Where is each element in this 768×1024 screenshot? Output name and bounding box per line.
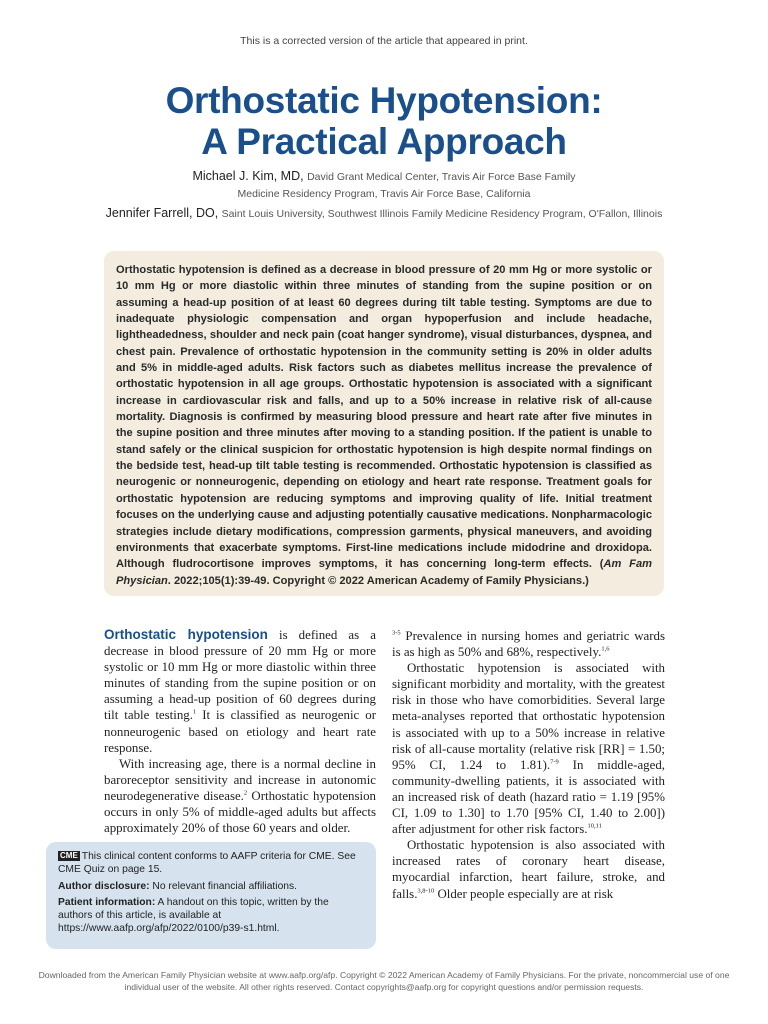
paragraph-4-text-cont: Older people especially are at risk [434,886,614,901]
author-1 [0,169,768,183]
paragraph-2-text-end: Prevalence in nursing homes and geriatric wards is as high as 50% and 68%, respectively. [392,629,665,660]
correction-notice: This is a corrected version of the article that appeared in print. [240,35,528,47]
paragraph-2-text-cont: Orthostatic hypotension occurs in only 5% of middle-aged adults but affects approximately 20% of those 60 years and older. [104,788,376,836]
reference[interactable]: 1 [192,709,197,717]
abstract-citation: . 2022;105(1):39-49. Copyright © 2022 American Academy of Family Physicians.) [167,574,589,587]
abstract-body: Orthostatic hypotension is defined as a decrease in blood pressure of 20 mm Hg or more systolic or 10 mm Hg or more diastolic within three minutes of standing from the supine position or on assuming a head-up position of at least 60 degrees during tilt table testing. Symptoms are due to inadequate physiologic compensation and organ hypoperfusion and include headache, lightheadedness, shoulder and neck pain (coat hanger syndrome), visual disturbances, dyspnea, and chest pain. Prevalence of orthostatic hypotension in the community setting is 20% in older adults and 5% in middle-aged adults. Risk factors such as diabetes mellitus increase the prevalence of orthostatic hypotension in all age groups. Orthostatic hypotension is associated with a significant increase in cardiovascular risk and falls, and up to a 50% increase in relative risk of all-cause mortality. Diagnosis is confirmed by measuring blood pressure and heart rate after five minutes in the supine position and three minutes after moving to a standing position. If the patient is unable to stand safely or the clinical suspicion for orthostatic hypotension is high despite normal findings on the bedside test, head-up tilt table testing is recommended. Orthostatic hypotension is classified as neurogenic or nonneurogenic, depending on etiology and heart rate response. Treatment goals for orthostatic hypotension are reducing symptoms and improving quality of life. Initial treatment focuses on the underlying cause and adjusting potentially causative medications. Nonpharmacologic strategies include dietary modifications, compression garments, physical maneuvers, and avoiding environments that exacerbate symptoms. First-line medications include midodrine and droxidopa. Although fludrocortisone improves symptoms, it has concerning long-term effects. ( [116,264,652,571]
patient-info-label: Patient information: [58,896,156,908]
disclosure-label: Author disclosure: [58,880,150,892]
abstract-text [116,262,652,589]
cme-statement [58,850,364,877]
paragraph-1-text-cont: It is classified as neurogenic or nonneurogenic based on etiology and heart rate response. [104,708,377,755]
copyright-footer: Downloaded from the American Family Physician website at www.aafp.org/afp. Copyright © 2022 American Academy of Family Physicians. For the private, noncommercial use of one individual user of the website. All other rights reserved. Contact copyrights@aafp.org for copyright questions and/or permission requests. [38,970,730,992]
paragraph-4 [392,837,665,901]
disclosure-text: No relevant financial affiliations. [149,880,298,892]
article-title [0,80,768,162]
patient-info-text[interactable]: A handout on this topic, written by the authors of this article, is available at https://www.aafp.org/afp/2022/0100/p39-s1.html. [58,896,329,935]
author-disclosure [58,880,364,893]
title-line-1: Orthostatic Hypotension: [165,80,603,121]
paragraph-3-text: Orthostatic hypotension is associated with significant morbidity and mortality, with the greatest risk in those who have comorbidities. Several large meta-analyses reported that orthostatic hypotension is associated with up to a 50% increase in relative risk of all-cause mortality (relative risk [RR] = 1.50; 95% CI, 1.24 to 1.81). [392,661,665,772]
author-1-affiliation-cont: Medicine Residency Program, Travis Air Force Base, California [237,188,531,200]
paragraph-1-text: is defined as a decrease in blood pressure of 20 mm Hg or more systolic or 10 mm Hg or more diastolic within three minutes of standing from the supine position or on assuming a head-up position of 60 degrees during tilt table testing. [104,628,376,723]
body-column-2 [392,628,665,902]
author-2-name: Jennifer Farrell, DO, [105,206,219,220]
paragraph-1 [104,627,376,756]
paragraph-2 [104,756,376,836]
paragraph-2-continued [392,628,665,660]
paragraph-4-text: Orthostatic hypotension is also associated with increased rates of coronary heart disease, myocardial infarction, heart failure, stroke, and falls. [392,838,665,901]
reference[interactable]: 3,8-10 [417,887,435,895]
reference[interactable]: 2 [243,789,248,797]
patient-information [58,896,364,936]
author-2-affiliation: Saint Louis University, Southwest Illinois Family Medicine Residency Program, O'Fallon, Illinois [221,208,663,220]
abstract-box [104,251,664,596]
reference[interactable]: 7-9 [550,758,559,766]
lead-term: Orthostatic hypotension [104,627,268,642]
paragraph-3 [392,660,665,837]
paragraph-3-text-cont: In middle-aged, community-dwelling patients, it is associated with an increased risk of death (hazard ratio = 1.19 [95% CI, 1.09 to 1.30] to 1.70 [95% CI, 1.40 to 2.00]) after adjustment for other risk factors. [392,757,665,837]
reference[interactable]: 3-5 [392,629,401,637]
title-line-2: A Practical Approach [201,121,567,162]
author-2 [0,206,768,220]
author-1-affiliation: David Grant Medical Center, Travis Air Force Base Family [307,171,576,183]
paragraph-2-text: With increasing age, there is a normal decline in baroreceptor sensitivity and increase in autonomic neurodegenerative disease. [104,756,376,803]
author-1-name: Michael J. Kim, MD, [192,169,304,183]
cme-text: This clinical content conforms to AAFP criteria for CME. See CME Quiz on page 15. [58,851,356,876]
cme-info-box [46,842,376,949]
abstract-journal: Am Fam Physician [116,558,652,587]
body-column-1 [104,627,376,836]
reference[interactable]: 1,6 [601,645,610,653]
reference[interactable]: 10,11 [587,822,602,830]
cme-badge: CME [60,851,78,860]
